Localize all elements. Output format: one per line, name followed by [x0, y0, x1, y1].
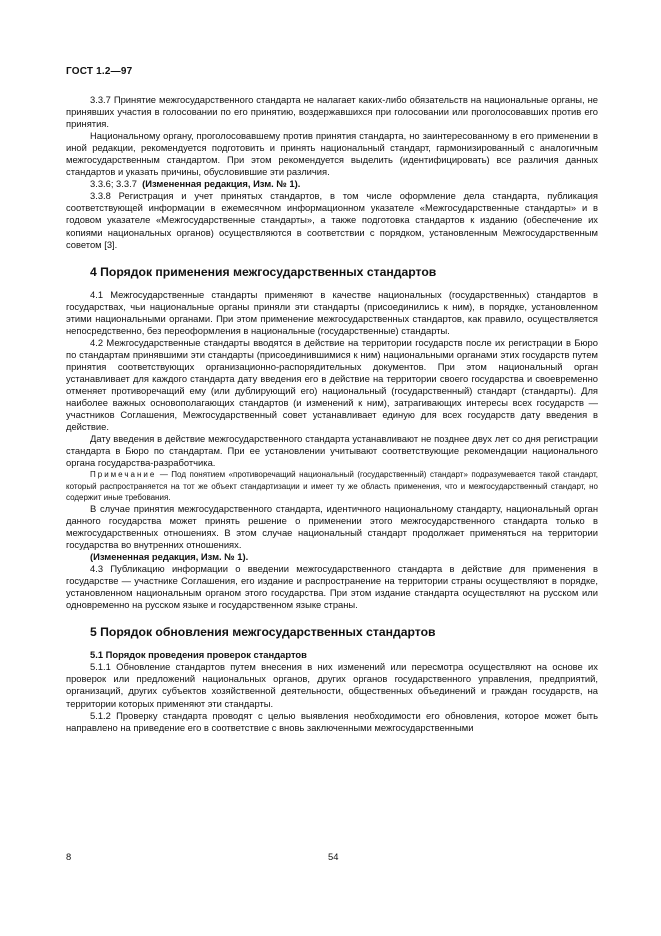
section-5-heading: 5 Порядок обновления межгосударственных стандартов — [90, 625, 436, 640]
note-text: — Под понятием «противоречащий национальный (государственный) стандарт» подразумевается такой стандарт, который распространяется на тот же объект стандартизации и имеет ту же область применения, что и межгосударственный стандарт, но содержит иные требования. — [66, 470, 598, 502]
section-4-heading: 4 Порядок применения межгосударственных стандартов — [90, 264, 437, 279]
paragraph-4-2-amendment: (Измененная редакция, Изм. № 1). — [90, 551, 249, 563]
subsection-5-1-heading: 5.1 Порядок проведения проверок стандартов — [90, 649, 307, 661]
paragraph-3-3-8: 3.3.8 Регистрация и учет принятых стандартов, в том числе оформление дела стандарта, публикация соответствующей информации в ежемесячном информационном указателе «Межгосударственные стандарты» и в годовом указателе «Межгосударственные стандарты», а также подготовка стандартов к изданию (обеспечение их копиями национальных органов) осуществляются в соответствии с порядком, установленным Межгосударственным советом [3]. — [66, 190, 598, 250]
paragraph-4-3: 4.3 Публикацию информации о введении межгосударственного стандарта в действие для применения в государстве — участнике Соглашения, его издание и распространение на территории страны осуществляют в порядке, установленном национальным органом этого государства. При этом издание стандарта осуществляют на русском или одновременно на русском языке и государственном языке страны. — [66, 563, 598, 611]
paragraph-5-1-1: 5.1.1 Обновление стандартов путем внесения в них изменений или пересмотра осуществляют на основе их проверок или предложений национальных органов, других органов государственного управления, предприятий, организаций, других субъектов хозяйственной деятельности, общественных объединений и граждан государств, на территории которых применяют эти стандарты. — [66, 661, 598, 709]
amendment-ref-numbers: 3.3.6; 3.3.7 — [90, 178, 137, 190]
page-number-center: 54 — [328, 851, 339, 862]
page-number-left: 8 — [66, 851, 72, 862]
paragraph-3-3-7-continued: Национальному органу, проголосовавшему против принятия стандарта, но заинтересованному в его применении в иной редакции, рекомендуется подготовить и принять национальный стандарт, гармонизированный с аналогичным межгосударственным стандартом. При этом рекомендуется выделить (идентифицировать) все различия данных стандартов и указать причины, обусловившие эти различия. — [66, 130, 598, 178]
note-label: Примечание — [90, 470, 157, 480]
paragraph-4-2: 4.2 Межгосударственные стандарты вводятся в действие на территории государств после их регистрации в Бюро по стандартам принявшими эти стандарты (присоединившимися к ним) национальными органами этих государств путем принятия соответствующих организационно-распорядительных документов. При этом национальный орган устанавливает для каждого стандарта дату введения его в действие на территории своего государства и своевременно отменяет противоречащий ему (или дублирующий его) национальный (государственный) стандарт (стандарты). Для наиболее важных основополагающих стандартов (и изменений к ним), затрагивающих интересы всех государств — участников Соглашения, Межгосударственный совет устанавливает единую для всех государств дату введения в действие. — [66, 336, 598, 433]
amendment-note: (Измененная редакция, Изм. № 1). — [142, 178, 301, 190]
document-body — [66, 94, 598, 734]
note — [66, 469, 598, 503]
paragraph-3-3-7: 3.3.7 Принятие межгосударственного стандарта не налагает каких-либо обязательств на национальные органы, не принявших участия в голосовании по его принятию, воздержавшихся при голосовании или проголосовавших против его принятия. — [66, 94, 598, 130]
paragraph-amendment-ref — [66, 178, 598, 190]
paragraph-4-2-identical: В случае принятия межгосударственного стандарта, идентичного национальному стандарту, национальный орган данного государства может принять решение о применении этого межгосударственного стандарта только в межгосударственных отношениях. В этом случае национальный стандарт продолжает применяться на территории государства во внутренних отношениях. — [66, 502, 598, 551]
paragraph-4-2-continued: Дату введения в действие межгосударственного стандарта устанавливают не позднее двух лет со дня регистрации стандарта в Бюро по стандартам. При ее установлении учитывают соответствующие рекомендации национального органа государства-разработчика. — [66, 433, 598, 469]
paragraph-5-1-2: 5.1.2 Проверку стандарта проводят с целью выявления необходимости его обновления, которое может быть направлено на приведение его в соответствие с вновь заключенными межгосударственными — [66, 709, 598, 733]
paragraph-4-1: 4.1 Межгосударственные стандарты применяют в качестве национальных (государственных) стандартов в государствах, чьи национальные органы приняли эти стандарты (присоединились к ним), в порядке, установленном этими национальными органами. При этом применение межгосударственных стандартов, как правило, осуществляется непосредственно, без переоформления в национальные (государственные) стандарты. — [66, 288, 598, 336]
document-header: ГОСТ 1.2—97 — [66, 66, 133, 77]
